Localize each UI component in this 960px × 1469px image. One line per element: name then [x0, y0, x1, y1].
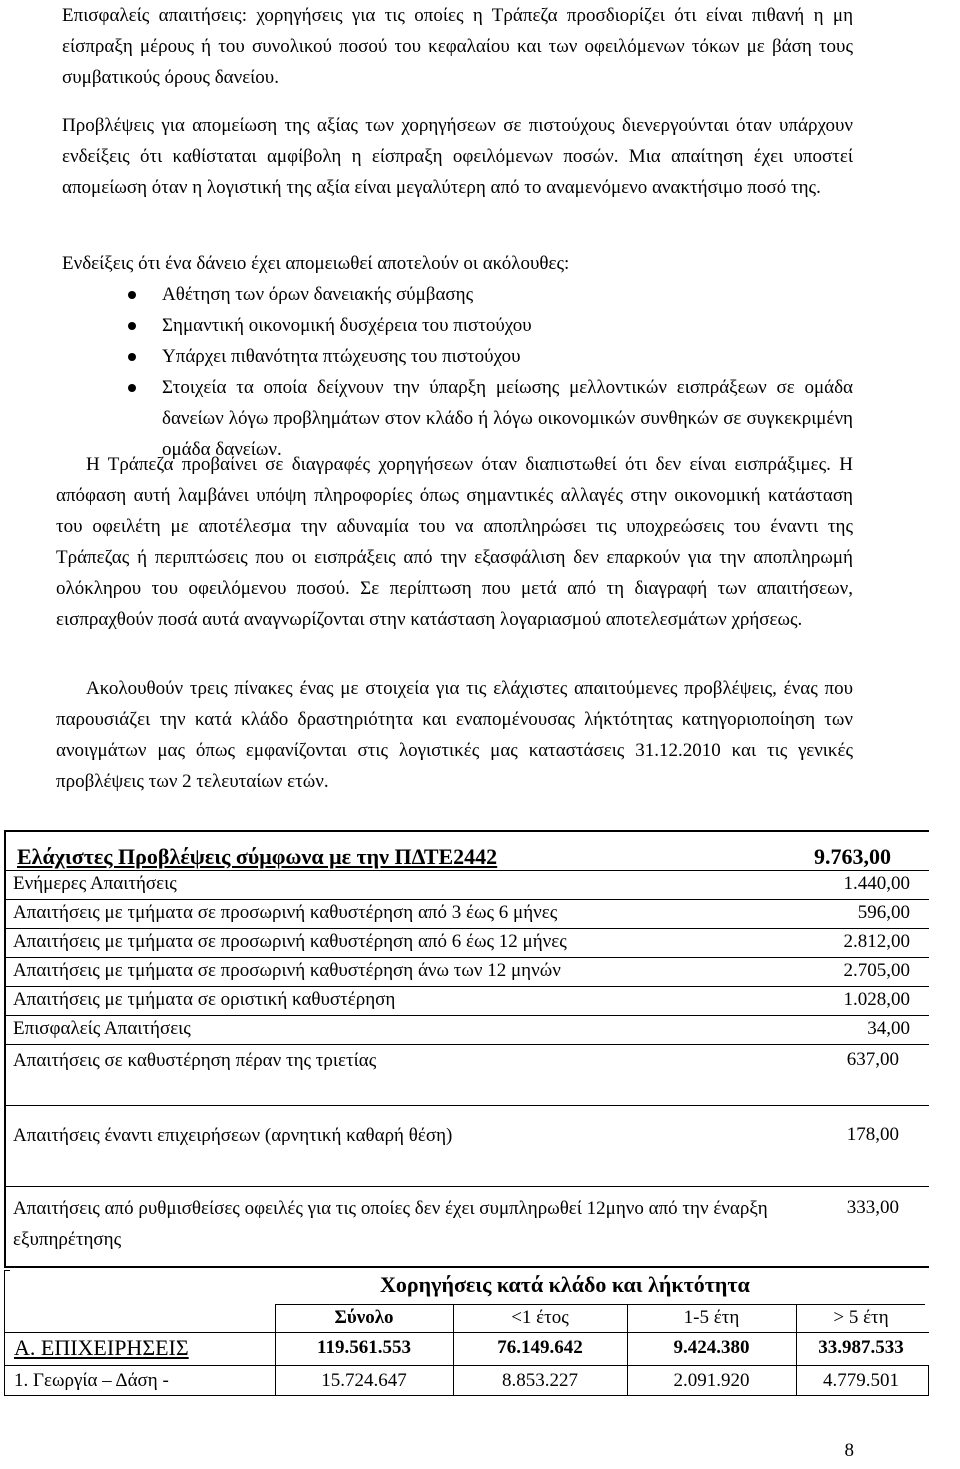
- table-header-row: [4, 830, 929, 871]
- list-item: Σημαντική οικονομική δυσχέρεια του πιστούχου: [62, 310, 853, 341]
- column-header-under-1-year: <1 έτος: [511, 1307, 569, 1328]
- page-number: 8: [844, 1440, 854, 1461]
- table-cell: 15.724.647: [321, 1370, 407, 1391]
- table-row: Απαιτήσεις από ρυθμισθείσες οφειλές για τις οποίες δεν έχει συμπληρωθεί 12μηνο από την έναρξη εξυπηρέτησης 333,00: [13, 1197, 899, 1250]
- list-item: Υπάρχει πιθανότητα πτώχευσης του πιστούχου: [62, 341, 853, 372]
- column-header-total: Σύνολο: [334, 1307, 394, 1328]
- provisions-total: 9.763,00: [814, 844, 891, 869]
- table-row: Απαιτήσεις με τμήματα σε προσωρινή καθυστέρηση άνω των 12 μηνών 2.705,00: [4, 958, 929, 987]
- table-row: Απαιτήσεις με τμήματα σε προσωρινή καθυστέρηση από 3 έως 6 μήνες 596,00: [4, 900, 929, 929]
- sector-row-label: Α. ΕΠΙΧΕΙΡΗΣΕΙΣ: [14, 1335, 189, 1360]
- table-cell: 33.987.533: [818, 1337, 904, 1358]
- bullet-icon: [128, 322, 136, 330]
- table-cell: 4.779.501: [823, 1370, 899, 1391]
- list-item: Αθέτηση των όρων δανειακής σύμβασης: [62, 279, 853, 310]
- column-header-over-5-years: > 5 έτη: [833, 1307, 889, 1328]
- provisions-title: Ελάχιστες Προβλέψεις σύμφωνα με την ΠΔΤΕ2442: [17, 844, 498, 869]
- list-item: Στοιχεία τα οποία δείχνουν την ύπαρξη μείωσης μελλοντικών εισπράξεων σε ομάδα δανείων λόγω προβλημάτων στον κλάδο ή λόγω οικονομικών συνθηκών σε συγκεκριμένη ομάδα δανείων.: [62, 372, 853, 465]
- impairment-indications-list: [62, 279, 853, 465]
- paragraph-write-offs: Η Τράπεζα προβαίνει σε διαγραφές χορηγήσεων όταν διαπιστωθεί ότι δεν είναι εισπράξιμες. Η απόφαση αυτή λαμβάνει υπόψη πληροφορίες όπως σημαντικές αλλαγές στην οικονομική κατάσταση του οφειλέτη με αποτέλεσμα την αδυναμία του να αποπληρώσει τις υποχρεώσεις του έναντι της Τράπεζας ή περιπτώσεις που οι εισπράξεις από την εξασφάλιση δεν επαρκούν για την αποπληρωμή ολόκληρου του οφειλόμενου ποσού. Σε περίπτωση που μετά από τη διαγραφή των απαιτήσεων, εισπραχθούν ποσά αυτά αναγνωρίζονται στην κατάσταση λογαριασμού αποτελεσμάτων χρήσεως.: [56, 454, 853, 630]
- table-row: Επισφαλείς Απαιτήσεις 34,00: [4, 1016, 929, 1045]
- paragraph-tables-intro: Ακολουθούν τρεις πίνακες ένας με στοιχεία για τις ελάχιστες απαιτούμενες προβλέψεις, ένας που παρουσιάζει την κατά κλάδο δραστηριότητα και εναπομένουσας λήκτότητας κατηγοριοποίηση των ανοιγμάτων μας όπως εμφανίζονται στις λογιστικές μας καταστάσεις 31.12.2010 και τις γενικές προβλέψεις των 2 τελευταίων ετών.: [56, 678, 853, 792]
- table-cell: 8.853.227: [502, 1370, 578, 1391]
- table-cell: 2.091.920: [673, 1370, 750, 1391]
- table-cell: 9.424.380: [673, 1337, 750, 1358]
- sector-row-label: 1. Γεωργία – Δάση -: [14, 1370, 169, 1391]
- table-row: Ενήμερες Απαιτήσεις 1.440,00: [4, 871, 929, 900]
- table-row: Απαιτήσεις με τμήματα σε προσωρινή καθυστέρηση από 6 έως 12 μήνες 2.812,00: [4, 929, 929, 958]
- table-cell: 119.561.553: [317, 1337, 411, 1358]
- minimum-provisions-table: [0, 830, 960, 1270]
- paragraph-doubtful-claims: Επισφαλείς απαιτήσεις: χορηγήσεις για τις οποίες η Τράπεζα προσδιορίζει ότι είναι πιθανή η μη είσπραξη μέρους ή του συνολικού ποσού του κεφαλαίου και των οφειλόμενων τόκων με βάση τους συμβατικούς όρους δανείου.: [62, 5, 853, 88]
- table-row: Απαιτήσεις σε καθυστέρηση πέραν της τριετίας 637,00: [4, 1045, 929, 1106]
- bullet-icon: [128, 291, 136, 299]
- paragraph-impairment-indications: Ενδείξεις ότι ένα δάνειο έχει απομειωθεί αποτελούν οι ακόλουθες:: [62, 253, 570, 274]
- paragraph-impairment-provisions: Προβλέψεις για απομείωση της αξίας των χορηγήσεων σε πιστούχους διενεργούνται όταν υπάρχουν ενδείξεις ότι καθίσταται αμφίβολη η είσπραξη οφειλόμενων ποσών. Μια απαίτηση έχει υποστεί απομείωση όταν η λογιστική της αξία είναι μεγαλύτερη από το αναμενόμενο ανακτήσιμο ποσό της.: [62, 115, 853, 198]
- column-header-1-5-years: 1-5 έτη: [683, 1307, 740, 1328]
- table-row: Απαιτήσεις έναντι επιχειρήσεων (αρνητική καθαρή θέση) 178,00: [4, 1106, 929, 1187]
- table-row: Απαιτήσεις με τμήματα σε οριστική καθυστέρηση 1.028,00: [4, 987, 929, 1016]
- bullet-icon: [128, 384, 136, 392]
- sector-table-title: Χορηγήσεις κατά κλάδο και λήκτότητα: [380, 1272, 750, 1297]
- bullet-icon: [128, 353, 136, 361]
- table-cell: 76.149.642: [497, 1337, 583, 1358]
